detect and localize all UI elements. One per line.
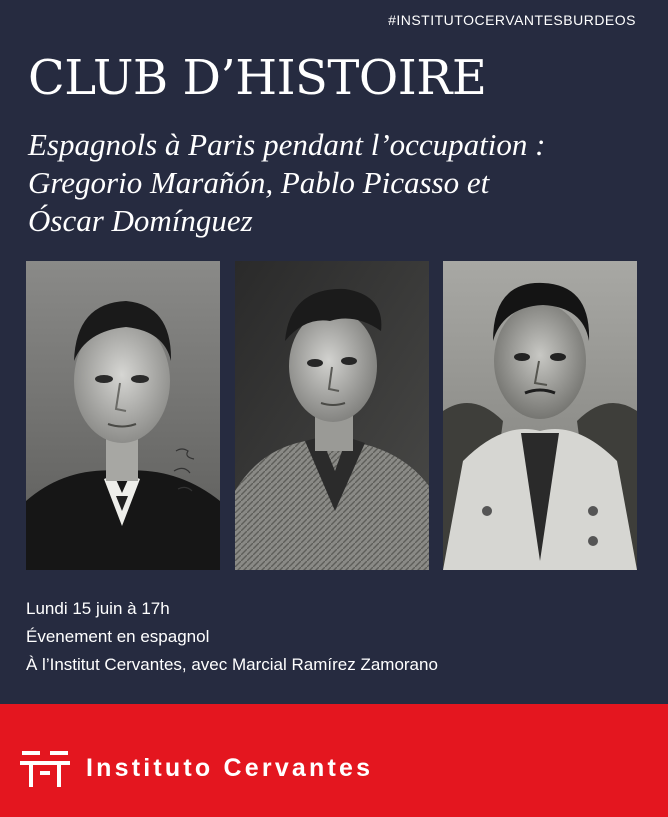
hashtag: #INSTITUTOCERVANTESBURDEOS [388,12,636,28]
portrait-2-image [235,261,429,570]
event-date: Lundi 15 juin à 17h [26,599,170,618]
event-location: À l’Institut Cervantes, avec Marcial Ramírez Zamorano [26,655,438,674]
event-details [26,595,438,679]
subtitle [28,126,658,240]
subtitle-line: Gregorio Marañón, Pablo Picasso et [28,165,490,200]
portrait-photo-3 [443,261,637,570]
portrait-1-image [26,261,220,570]
page-title: CLUB D’HISTOIRE [28,50,487,106]
portrait-photo-2 [235,261,429,570]
portrait-photo-1 [26,261,220,570]
instituto-cervantes-logo-icon [20,751,70,787]
portrait-3-image [443,261,637,570]
event-language: Évenement en espagnol [26,627,210,646]
footer-banner [0,704,668,817]
subtitle-line: Espagnols à Paris pendant l’occupation : [28,127,546,162]
subtitle-line: Óscar Domínguez [28,203,253,238]
brand-name: Instituto Cervantes [86,754,374,782]
